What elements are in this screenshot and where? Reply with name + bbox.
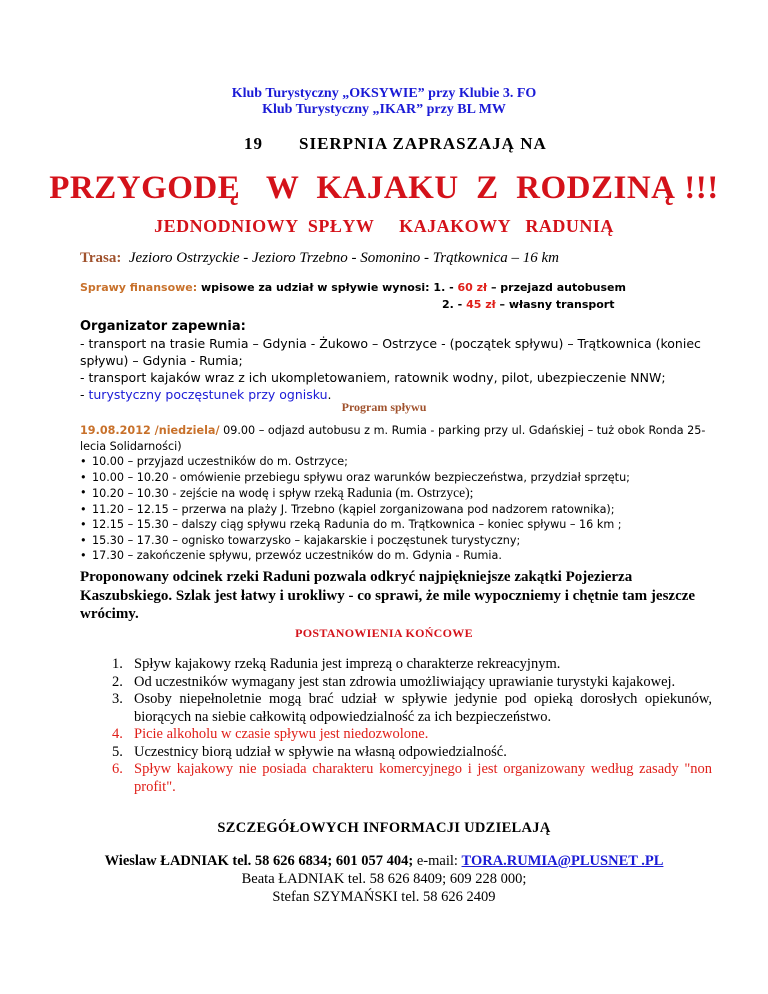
organizer-line-2: - transport kajaków wraz z ich ukompletowaniem, ratownik wodny, pilot, ubezpieczenie NNW; [80,370,666,385]
contact-2: Beata ŁADNIAK tel. 58 626 8409; 609 228 000; [241,871,527,887]
invite-text: SIERPNIA ZAPRASZAJĄ NA [299,134,547,153]
finance-option-2-text: – własny transport [495,298,615,311]
list-item [80,502,720,518]
final-provisions-title: POSTANOWIENIA KOŃCOWE [295,626,473,640]
finance-label: Sprawy finansowe: [80,281,198,294]
list-item-text: 10.20 – 10.30 - zejście na wodę i spływ [92,487,315,500]
route-line [80,250,559,267]
organizer-line-3-suffix: . [327,387,332,402]
list-item-text: Od uczestników wymagany jest stan zdrowia umożliwiający uprawianie turystyki kajakowej. [134,673,676,690]
route-label: Trasa: [80,250,122,266]
list-item-text: 10.00 – 10.20 - omówienie przebiegu spływu oraz warunków bezpieczeństwa, przydział sprzętu; [92,470,630,484]
list-item-number: 2. [112,673,123,690]
contact-1 [0,852,768,870]
list-item-text: 11.20 – 12.15 – przerwa na plaży J. Trzebno (kąpiel zorganizowana pod nadzorem ratownika); [92,502,615,516]
list-item [112,674,712,692]
list-item-text: Spływ kajakowy nie posiada charakteru komercyjnego i jest organizowany według zasady "non profit". [134,761,712,795]
contact-3: Stefan SZYMAŃSKI tel. 58 626 2409 [272,889,496,905]
list-item [80,485,720,502]
finance-intro: wpisowe za udział w spływie wynosi: [201,281,430,294]
bullet-icon: • [80,549,87,562]
finance-option-1-prefix: 1. - [433,281,458,294]
list-item [80,533,720,549]
list-item [80,517,720,533]
finance-line-1 [80,279,730,296]
email-label: e-mail: [413,853,462,869]
final-provisions-list [112,656,712,796]
bullet-icon: • [80,502,87,516]
list-item [112,761,712,796]
finance-block [80,279,730,313]
program-schedule [80,423,720,564]
invite-day: 19 [244,134,263,153]
list-item [80,548,720,564]
contact-1-name-phone: Wieslaw ŁADNIAK tel. 58 626 6834; 601 057 404; [104,853,414,869]
list-item-river: rzeką Radunia (m. Ostrzyce); [314,485,474,500]
program-date: 19.08.2012 /niedziela/ [80,424,220,437]
route-description: Proponowany odcinek rzeki Raduni pozwala odkryć najpiękniejsze zakątki Pojezierza Kaszubskiego. Szlak jest łatwy i urokliwy - co sprawi, że mile wypoczniemy i chętnie tam jeszcze wrócimy. [80,569,696,622]
list-item-text: 12.15 – 15.30 – dalszy ciąg spływu rzeką Radunia do m. Trątkownica – koniec spływu – 16 km ; [92,518,622,531]
club-line-1: Klub Turystyczny „OKSYWIE” przy Klubie 3. FO [231,86,537,101]
list-item [112,726,712,744]
finance-line-2 [80,296,730,313]
bullet-icon: • [80,470,87,484]
list-item-number: 6. [112,761,123,777]
bullet-icon: • [80,486,87,499]
info-title: SZCZEGÓŁOWYCH INFORMACJI UDZIELAJĄ [217,820,551,836]
list-item-text: 15.30 – 17.30 – ognisko towarzysko – kajakarskie i poczęstunek turystyczny; [92,533,521,547]
bullet-icon: • [80,455,87,468]
email-link[interactable]: TORA.RUMIA@PLUSNET .PL [461,853,664,869]
organizer-line-1: - transport na trasie Rumia – Gdynia - Żukowo – Ostrzyce - (początek spływu) – Trątkownica (koniec spływu) – Gdynia - Rumia; [80,336,701,368]
program-title: Program spływu [341,400,427,414]
organizer-line-3-prefix: - [80,387,89,402]
finance-option-1-price: 60 zł [457,281,488,294]
bullet-icon: • [80,533,87,547]
event-subtitle: JEDNODNIOWY SPŁYW KAJAKOWY RADUNIĄ [154,216,614,236]
program-departure: 09.00 – odjazd autobusu z m. Rumia - parking przy ul. Gdańskiej – tuż obok Ronda 25-lecia Solidarności) [80,424,706,453]
provisions-ol [112,656,712,796]
list-item-number: 4. [112,726,123,742]
list-item-text: Osoby niepełnoletnie mogą brać udział w spływie jedynie pod opieką dorosłych opiekunów, biorących na siebie całkowitą odpowiedzialność za ich bezpieczeństwo. [134,691,712,725]
list-item-text: Picie alkoholu w czasie spływu jest niedozwolone. [134,726,429,742]
list-item-text: 10.00 – przyjazd uczestników do m. Ostrzyce; [92,455,348,468]
list-item-text: Uczestnicy biorą udział w spływie na własną odpowiedzialność. [134,743,507,760]
program-list [80,454,720,564]
list-item [80,454,720,470]
contact-list [0,852,768,906]
list-item-text: 17.30 – zakończenie spływu, przewóz uczestników do m. Gdynia - Rumia. [92,549,502,562]
organizer-heading: Organizator zapewnia: [80,319,246,334]
finance-option-2-prefix: 2. - [442,298,467,311]
finance-option-1-text: – przejazd autobusem [487,281,626,294]
club-line-2: Klub Turystyczny „IKAR” przy BL MW [262,102,506,117]
event-title: PRZYGODĘ W KAJAKU Z RODZINĄ !!! [49,170,719,206]
list-item [112,656,712,674]
list-item [112,744,712,762]
program-first-line [80,423,720,454]
list-item-number: 5. [112,743,123,760]
organizer-block [80,318,720,403]
list-item-number: 1. [112,656,123,672]
route-text: Jezioro Ostrzyckie - Jezioro Trzebno - Somonino - Trątkownica – 16 km [128,250,559,266]
list-item-text: Spływ kajakowy rzeką Radunia jest imprezą o charakterze rekreacyjnym. [134,656,561,672]
organizer-refreshment: turystyczny poczęstunek przy ognisku [88,387,328,402]
list-item [80,470,720,486]
list-item [112,691,712,726]
bullet-icon: • [80,518,87,531]
finance-option-2-price: 45 zł [466,298,496,311]
list-item-number: 3. [112,691,123,707]
